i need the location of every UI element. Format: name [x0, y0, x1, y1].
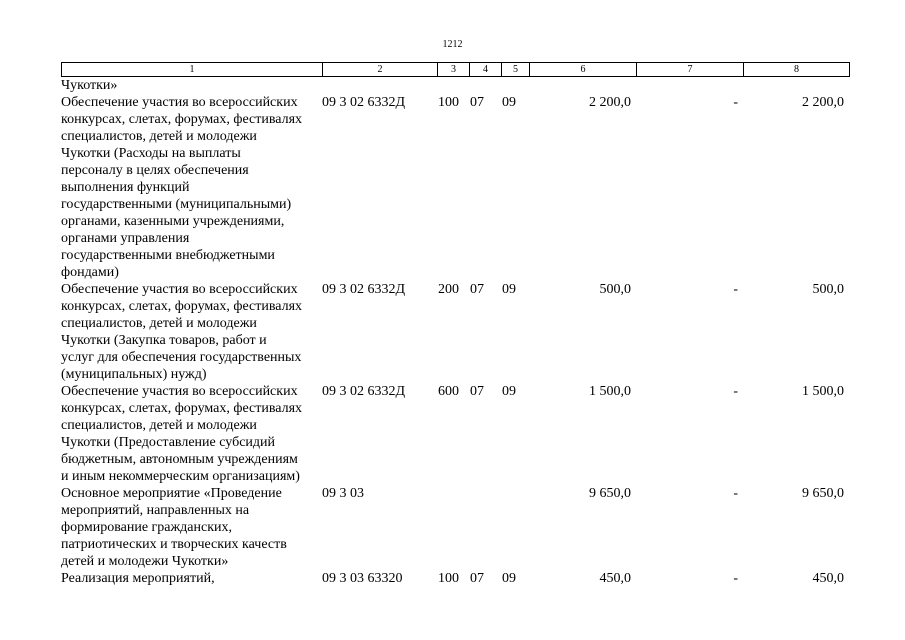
header-col-7: 7: [637, 63, 744, 77]
row-name-line: патриотических и творческих качеств: [61, 537, 287, 552]
row-change: -: [733, 282, 738, 297]
page-number: 1212: [442, 39, 463, 50]
row-target-code: 09 3 03: [322, 486, 364, 501]
row-subsection: 09: [502, 282, 516, 297]
header-col-1: 1: [62, 63, 323, 77]
row-name-line: специалистов, детей и молодежи: [61, 418, 257, 433]
row-name-line: Чукотки (Расходы на выплаты: [61, 146, 241, 161]
row-name-line: формирование гражданских,: [61, 520, 233, 535]
row-amount: 1 500,0: [589, 384, 631, 399]
row-name-line: конкурсах, слетах, форумах, фестивалях: [61, 112, 303, 127]
row-name-line: Обеспечение участия во всероссийских: [61, 95, 298, 110]
row-target-code: 09 3 02 6332Д: [322, 282, 406, 297]
row-name-line: Чукотки (Предоставление субсидий: [61, 435, 276, 450]
row-section: 07: [470, 571, 484, 586]
row-name-line: Обеспечение участия во всероссийских: [61, 282, 298, 297]
row-amount: 450,0: [599, 571, 631, 586]
row-section: 07: [470, 95, 484, 110]
table-row: [0, 383, 905, 485]
header-col-8: 8: [744, 63, 850, 77]
row-name-line: выполнения функций: [61, 180, 190, 195]
row-expense-type: 600: [438, 384, 459, 399]
row-change: -: [733, 486, 738, 501]
row-total: 9 650,0: [802, 486, 844, 501]
row-total: 2 200,0: [802, 95, 844, 110]
row-change: -: [733, 95, 738, 110]
table-row: [0, 77, 905, 94]
header-col-3: 3: [438, 63, 470, 77]
row-name-line: государственными (муниципальными): [61, 197, 292, 212]
row-amount: 2 200,0: [589, 95, 631, 110]
row-expense-type: 100: [438, 95, 459, 110]
row-name-line: конкурсах, слетах, форумах, фестивалях: [61, 401, 303, 416]
row-name: [61, 281, 327, 383]
row-name-line: Обеспечение участия во всероссийских: [61, 384, 298, 399]
table-row: [0, 570, 905, 587]
row-name-line: Чукотки»: [61, 78, 118, 93]
row-name-line: государственными внебюджетными: [61, 248, 275, 263]
row-expense-type: 100: [438, 571, 459, 586]
row-target-code: 09 3 02 6332Д: [322, 384, 406, 399]
row-name: [61, 383, 327, 485]
row-name-line: и иным некоммерческим организациям): [61, 469, 300, 484]
row-name-line: специалистов, детей и молодежи: [61, 129, 257, 144]
row-name-line: Чукотки (Закупка товаров, работ и: [61, 333, 267, 348]
header-col-5: 5: [502, 63, 530, 77]
row-name: [61, 77, 327, 94]
row-total: 450,0: [812, 571, 844, 586]
row-section: 07: [470, 282, 484, 297]
row-name-line: Реализация мероприятий,: [61, 571, 215, 586]
row-name-line: органами управления: [61, 231, 190, 246]
row-name-line: специалистов, детей и молодежи: [61, 316, 257, 331]
row-subsection: 09: [502, 384, 516, 399]
row-name-line: бюджетным, автономным учреждениям: [61, 452, 298, 467]
row-name-line: детей и молодежи Чукотки»: [61, 554, 229, 569]
row-name: [61, 570, 327, 587]
table-row: [0, 281, 905, 383]
row-section: 07: [470, 384, 484, 399]
column-number-header: [61, 62, 850, 77]
row-name-line: мероприятий, направленных на: [61, 503, 250, 518]
row-target-code: 09 3 02 6332Д: [322, 95, 406, 110]
header-col-2: 2: [323, 63, 438, 77]
row-name: [61, 485, 327, 570]
row-name-line: (муниципальных) нужд): [61, 367, 207, 382]
header-col-6: 6: [530, 63, 637, 77]
row-target-code: 09 3 03 63320: [322, 571, 403, 586]
row-name-line: персоналу в целях обеспечения: [61, 163, 249, 178]
row-expense-type: 200: [438, 282, 459, 297]
row-change: -: [733, 571, 738, 586]
row-amount: 500,0: [599, 282, 631, 297]
row-total: 500,0: [812, 282, 844, 297]
row-total: 1 500,0: [802, 384, 844, 399]
header-col-4: 4: [470, 63, 502, 77]
row-amount: 9 650,0: [589, 486, 631, 501]
row-name-line: конкурсах, слетах, форумах, фестивалях: [61, 299, 303, 314]
row-name-line: услуг для обеспечения государственных: [61, 350, 302, 365]
row-subsection: 09: [502, 95, 516, 110]
row-name-line: Основное мероприятие «Проведение: [61, 486, 282, 501]
row-change: -: [733, 384, 738, 399]
row-name-line: органами, казенными учреждениями,: [61, 214, 285, 229]
row-subsection: 09: [502, 571, 516, 586]
budget-rows: [0, 77, 905, 587]
table-row: [0, 94, 905, 281]
row-name: [61, 94, 327, 281]
row-name-line: фондами): [61, 265, 119, 280]
table-row: [0, 485, 905, 570]
